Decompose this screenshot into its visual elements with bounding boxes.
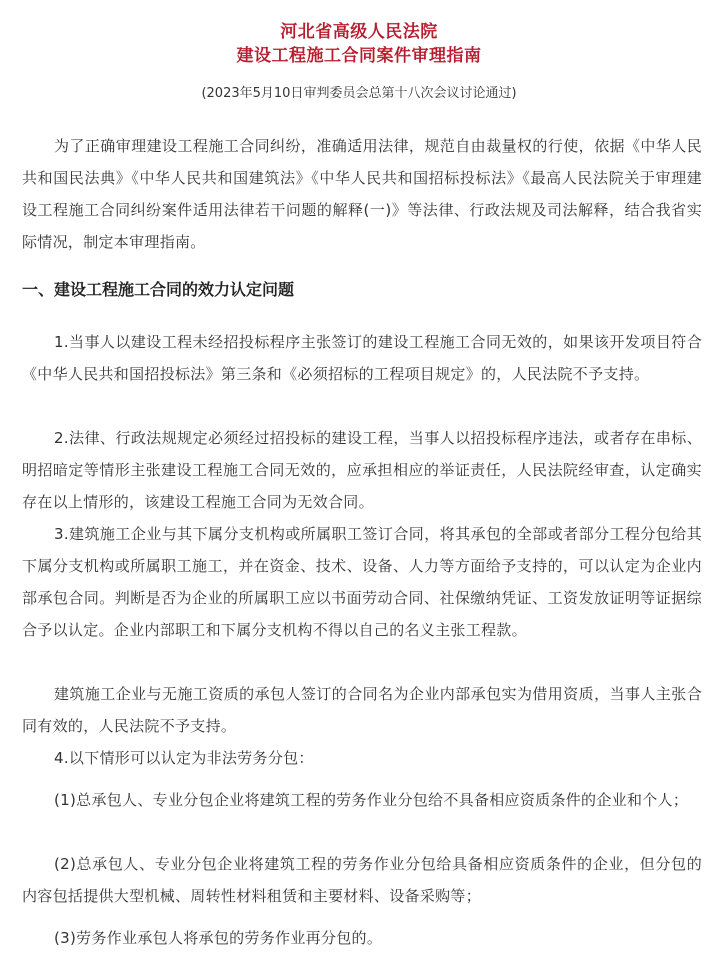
document-title-court: 河北省高级人民法院: [280, 22, 438, 42]
article-3-paragraph: 3.建筑施工企业与其下属分支机构或所属职工签订合同，将其承包的全部或者部分工程分包给其下属分支机构或所属职工施工，并在资金、技术、设备、人力等方面给予支持的，可以认定为企业内部承包合同。判断是否为企业的所属职工应以书面劳动合同、社保缴纳凭证、工资发放证明等证据综合予以认定。企业内部职工和下属分支机构不得以自己的名义主张工程款。: [22, 525, 702, 639]
article-2-paragraph: 2.法律、行政法规规定必须经过招投标的建设工程，当事人以招投标程序违法，或者存在串标、明招暗定等情形主张建设工程施工合同无效的，应承担相应的举证责任，人民法院经审查，认定确实存在以上情形的，该建设工程施工合同为无效合同。: [22, 429, 702, 511]
adoption-note: (2023年5月10日审判委员会总第十八次会议讨论通过): [201, 86, 517, 101]
article-3-supplement-paragraph: 建筑施工企业与无施工资质的承包人签订的合同名为企业内部承包实为借用资质，当事人主张合同有效的，人民法院不予支持。: [22, 685, 702, 735]
article-1-paragraph: 1.当事人以建设工程未经招投标程序主张签订的建设工程施工合同无效的，如果该开发项目符合《中华人民共和国招投标法》第三条和《必须招标的工程项目规定》的，人民法院不予支持。: [22, 333, 702, 383]
section-heading: 一、建设工程施工合同的效力认定问题: [22, 280, 295, 299]
article-4-item-2: (2)总承包人、专业分包企业将建筑工程的劳务作业分包给具备相应资质条件的企业，但分包的内容包括提供大型机械、周转性材料租赁和主要材料、设备采购等；: [22, 855, 702, 905]
intro-paragraph: 为了正确审理建设工程施工合同纠纷，准确适用法律，规范自由裁量权的行使，依据《中华人民共和国民法典》《中华人民共和国建筑法》《中华人民共和国招标投标法》《最高人民法院关于审理建设工程施工合同纠纷案件适用法律若干问题的解释(一)》等法律、行政法规及司法解释，结合我省实际情况，制定本审理指南。: [22, 137, 702, 251]
article-4-paragraph: 4.以下情形可以认定为非法劳务分包：: [54, 749, 314, 767]
article-4-item-1: (1)总承包人、专业分包企业将建筑工程的劳务作业分包给不具备相应资质条件的企业和个人；: [54, 791, 689, 809]
document-title-guide: 建设工程施工合同案件审理指南: [236, 46, 482, 66]
article-4-item-3: (3)劳务作业承包人将承包的劳务作业再分包的。: [54, 929, 383, 947]
